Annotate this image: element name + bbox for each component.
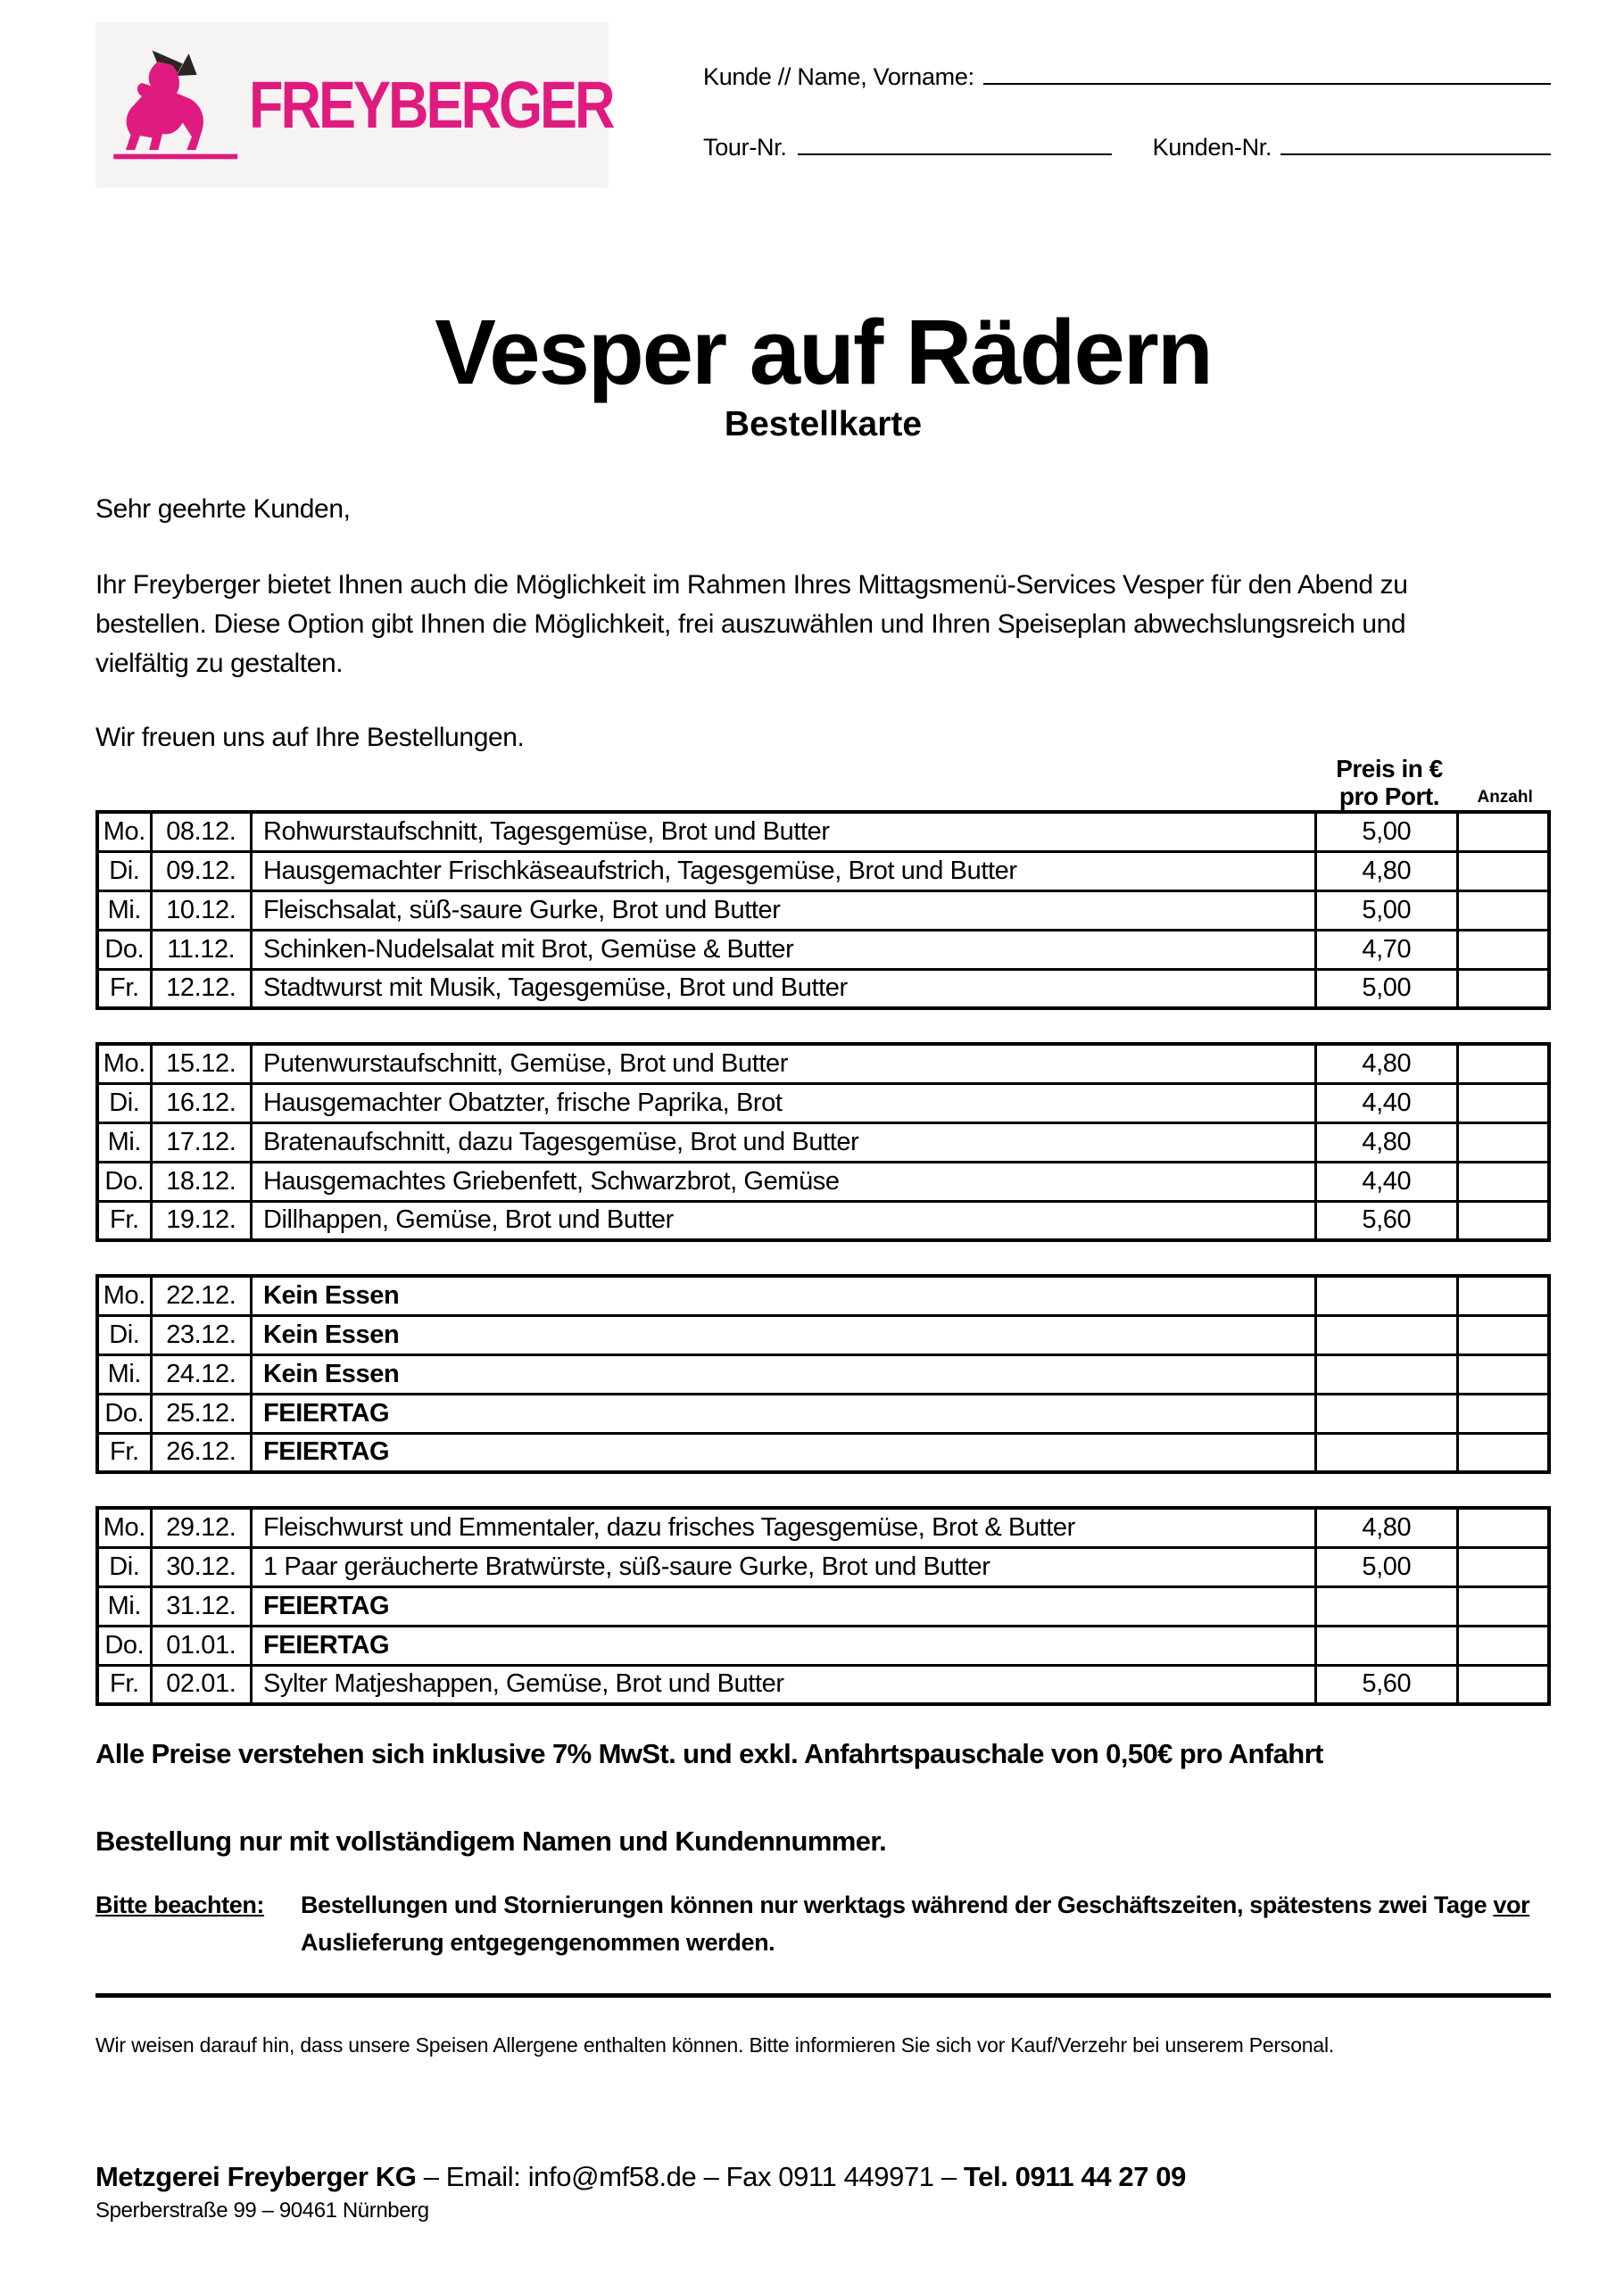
attention-text-vor: vor [1493, 1892, 1530, 1918]
date-cell: 19.12. [151, 1201, 251, 1240]
date-cell: 30.12. [151, 1547, 251, 1586]
tour-number-blank-line [798, 130, 1112, 155]
date-cell: 08.12. [151, 812, 251, 851]
date-cell: 11.12. [151, 930, 251, 969]
customer-number-blank-line [1280, 130, 1551, 155]
day-cell: Mo. [97, 812, 151, 851]
menu-row [97, 1122, 1549, 1162]
brand-wordmark: FREYBERGER [249, 68, 613, 142]
menu-row [97, 812, 1549, 851]
quantity-cell [1457, 1586, 1549, 1626]
menu-row [97, 969, 1549, 1008]
closing-line: Wir freuen uns auf Ihre Bestellungen. [95, 723, 525, 752]
price-cell [1315, 1315, 1457, 1354]
attention-label: Bitte beachten: [95, 1892, 265, 1918]
quantity-cell [1457, 851, 1549, 890]
menu-item-cell: FEIERTAG [251, 1626, 1315, 1665]
tour-customerno-row [703, 130, 1551, 161]
day-cell: Mo. [97, 1044, 151, 1083]
price-cell: 4,40 [1315, 1162, 1457, 1201]
day-cell: Mo. [97, 1276, 151, 1315]
menu-row [97, 1586, 1549, 1626]
table-column-headers [95, 755, 1551, 810]
price-cell: 5,00 [1315, 890, 1457, 930]
price-column-header [1318, 755, 1461, 810]
page-title: Vesper auf Rädern [435, 301, 1212, 403]
day-cell: Fr. [97, 1665, 151, 1704]
menu-row [97, 1276, 1549, 1315]
quantity-cell [1457, 1547, 1549, 1586]
customer-name-row [703, 60, 1551, 91]
day-cell: Mi. [97, 1122, 151, 1162]
menu-row [97, 1044, 1549, 1083]
menu-item-cell: Fleischwurst und Emmentaler, dazu frisches Tagesgemüse, Brot & Butter [251, 1508, 1315, 1547]
date-cell: 24.12. [151, 1354, 251, 1394]
quantity-cell [1457, 812, 1549, 851]
price-header-line2: pro Port. [1338, 782, 1440, 810]
day-cell: Do. [97, 930, 151, 969]
footer [95, 2161, 1551, 2223]
price-cell [1315, 1276, 1457, 1315]
day-cell: Di. [97, 1315, 151, 1354]
date-cell: 02.01. [151, 1665, 251, 1704]
menu-row [97, 1083, 1549, 1122]
allergen-note: Wir weisen darauf hin, dass unsere Speisen Allergene enthalten können. Bitte informieren Sie sich vor Kauf/Verzehr bei unserem Personal. [95, 2033, 1335, 2057]
price-cell: 5,00 [1315, 1547, 1457, 1586]
menu-week-table-3 [95, 1274, 1551, 1474]
quantity-cell [1457, 1626, 1549, 1665]
price-cell: 4,70 [1315, 930, 1457, 969]
date-cell: 31.12. [151, 1586, 251, 1626]
date-cell: 01.01. [151, 1626, 251, 1665]
menu-row [97, 1508, 1549, 1547]
date-cell: 23.12. [151, 1315, 251, 1354]
day-cell: Mi. [97, 890, 151, 930]
price-cell [1315, 1586, 1457, 1626]
menu-row [97, 890, 1549, 930]
date-cell: 15.12. [151, 1044, 251, 1083]
freyberger-logo [95, 22, 613, 187]
quantity-cell [1457, 1044, 1549, 1083]
divider-line [95, 1993, 1551, 1998]
price-cell: 4,80 [1315, 851, 1457, 890]
quantity-cell [1457, 1508, 1549, 1547]
menu-row [97, 851, 1549, 890]
menu-item-cell: Kein Essen [251, 1315, 1315, 1354]
price-cell: 4,40 [1315, 1083, 1457, 1122]
price-cell: 5,00 [1315, 969, 1457, 1008]
intro-paragraph: Ihr Freyberger bietet Ihnen auch die Möglichkeit im Rahmen Ihres Mittagsmenü-Services Vesper für den Abend zu bestellen. Diese Option gibt Ihnen die Möglichkeit, frei auszuwählen und Ihren Speiseplan abwechslungsreich und vielfältig zu gestalten. [95, 570, 1408, 678]
salutation-text: Sehr geehrte Kunden, [95, 494, 351, 524]
day-cell: Di. [97, 1083, 151, 1122]
menu-row [97, 1354, 1549, 1394]
quantity-cell [1457, 1394, 1549, 1433]
day-cell: Mi. [97, 1354, 151, 1394]
menu-item-cell: Kein Essen [251, 1354, 1315, 1394]
footer-address: Sperberstraße 99 – 90461 Nürnberg [95, 2198, 429, 2223]
price-cell: 5,00 [1315, 812, 1457, 851]
menu-week-table-2 [95, 1042, 1551, 1242]
vat-note: Alle Preise verstehen sich inklusive 7% MwSt. und exkl. Anfahrtspauschale von 0,50€ pro Anfahrt [95, 1738, 1323, 1769]
menu-item-cell: Sylter Matjeshappen, Gemüse, Brot und Butter [251, 1665, 1315, 1704]
menu-item-cell: Hausgemachter Frischkäseaufstrich, Tagesgemüse, Brot und Butter [251, 851, 1315, 890]
menu-row [97, 1547, 1549, 1586]
date-cell: 12.12. [151, 969, 251, 1008]
price-cell [1315, 1433, 1457, 1472]
menu-item-cell: FEIERTAG [251, 1586, 1315, 1626]
attention-note [95, 1886, 1551, 1961]
attention-text-part2: Auslieferung entgegengenommen werden. [301, 1929, 775, 1956]
quantity-cell [1457, 890, 1549, 930]
day-cell: Mo. [97, 1508, 151, 1547]
customer-name-label: Kunde // Name, Vorname: [703, 63, 974, 90]
menu-item-cell: Schinken-Nudelsalat mit Brot, Gemüse & Butter [251, 930, 1315, 969]
quantity-cell [1457, 1315, 1549, 1354]
date-cell: 26.12. [151, 1433, 251, 1472]
menu-row [97, 1394, 1549, 1433]
menu-item-cell: Kein Essen [251, 1276, 1315, 1315]
menu-row [97, 1201, 1549, 1240]
quantity-cell [1457, 1083, 1549, 1122]
menu-item-cell: Dillhappen, Gemüse, Brot und Butter [251, 1201, 1315, 1240]
day-cell: Fr. [97, 1433, 151, 1472]
attention-text [301, 1886, 1551, 1961]
tour-number-label: Tour-Nr. [703, 134, 787, 161]
day-cell: Do. [97, 1626, 151, 1665]
quantity-cell [1457, 1122, 1549, 1162]
menu-row [97, 930, 1549, 969]
menu-item-cell: Stadtwurst mit Musik, Tagesgemüse, Brot und Butter [251, 969, 1315, 1008]
company-name: Metzgerei Freyberger KG [95, 2161, 417, 2192]
date-cell: 18.12. [151, 1162, 251, 1201]
price-cell: 5,60 [1315, 1665, 1457, 1704]
footer-contact-middle: – Email: info@mf58.de – Fax 0911 449971 – [416, 2161, 964, 2192]
menu-week-table-4 [95, 1506, 1551, 1706]
price-cell: 5,60 [1315, 1201, 1457, 1240]
price-cell [1315, 1394, 1457, 1433]
menu-item-cell: FEIERTAG [251, 1394, 1315, 1433]
quantity-cell [1457, 1433, 1549, 1472]
day-cell: Do. [97, 1394, 151, 1433]
menu-item-cell: 1 Paar geräucherte Bratwürste, süß-saure Gurke, Brot und Butter [251, 1547, 1315, 1586]
attention-text-part1: Bestellungen und Stornierungen können nur werktags während der Geschäftszeiten, spätestens zwei Tage [301, 1892, 1494, 1918]
day-cell: Fr. [97, 969, 151, 1008]
price-cell: 4,80 [1315, 1508, 1457, 1547]
date-cell: 17.12. [151, 1122, 251, 1162]
quantity-cell [1457, 1201, 1549, 1240]
date-cell: 22.12. [151, 1276, 251, 1315]
menu-row [97, 1433, 1549, 1472]
menu-row [97, 1665, 1549, 1704]
menu-item-cell: Fleischsalat, süß-saure Gurke, Brot und Butter [251, 890, 1315, 930]
date-cell: 09.12. [151, 851, 251, 890]
quantity-cell [1457, 930, 1549, 969]
menu-item-cell: Putenwurstaufschnitt, Gemüse, Brot und Butter [251, 1044, 1315, 1083]
day-cell: Fr. [97, 1201, 151, 1240]
menu-row [97, 1162, 1549, 1201]
page-subtitle: Bestellkarte [724, 405, 923, 443]
day-cell: Di. [97, 851, 151, 890]
quantity-cell [1457, 1665, 1549, 1704]
menu-item-cell: FEIERTAG [251, 1433, 1315, 1472]
menu-item-cell: Bratenaufschnitt, dazu Tagesgemüse, Brot und Butter [251, 1122, 1315, 1162]
day-cell: Do. [97, 1162, 151, 1201]
menu-week-table-1 [95, 810, 1551, 1010]
price-header-line1: Preis in € [1336, 755, 1443, 782]
footer-contact-line [95, 2161, 1551, 2193]
price-cell [1315, 1626, 1457, 1665]
customer-name-blank-line [983, 60, 1551, 85]
menu-row [97, 1626, 1549, 1665]
quantity-cell [1457, 1162, 1549, 1201]
customer-number-label: Kunden-Nr. [1152, 134, 1272, 161]
quantity-cell [1457, 1276, 1549, 1315]
page-header [95, 22, 1551, 194]
day-cell: Mi. [97, 1586, 151, 1626]
bull-icon [112, 34, 244, 177]
menu-item-cell: Rohwurstaufschnitt, Tagesgemüse, Brot und Butter [251, 812, 1315, 851]
quantity-column-header: Anzahl [1477, 788, 1533, 807]
day-cell: Di. [97, 1547, 151, 1586]
order-requirement-note: Bestellung nur mit vollständigem Namen und Kundennummer. [95, 1826, 887, 1857]
price-cell [1315, 1354, 1457, 1394]
date-cell: 10.12. [151, 890, 251, 930]
customer-form [703, 22, 1551, 161]
price-cell: 4,80 [1315, 1044, 1457, 1083]
date-cell: 16.12. [151, 1083, 251, 1122]
quantity-cell [1457, 969, 1549, 1008]
date-cell: 25.12. [151, 1394, 251, 1433]
menu-item-cell: Hausgemachter Obatzter, frische Paprika, Brot [251, 1083, 1315, 1122]
price-cell: 4,80 [1315, 1122, 1457, 1162]
menu-item-cell: Hausgemachtes Griebenfett, Schwarzbrot, Gemüse [251, 1162, 1315, 1201]
quantity-cell [1457, 1354, 1549, 1394]
footer-phone: Tel. 0911 44 27 09 [963, 2161, 1186, 2192]
date-cell: 29.12. [151, 1508, 251, 1547]
menu-row [97, 1315, 1549, 1354]
